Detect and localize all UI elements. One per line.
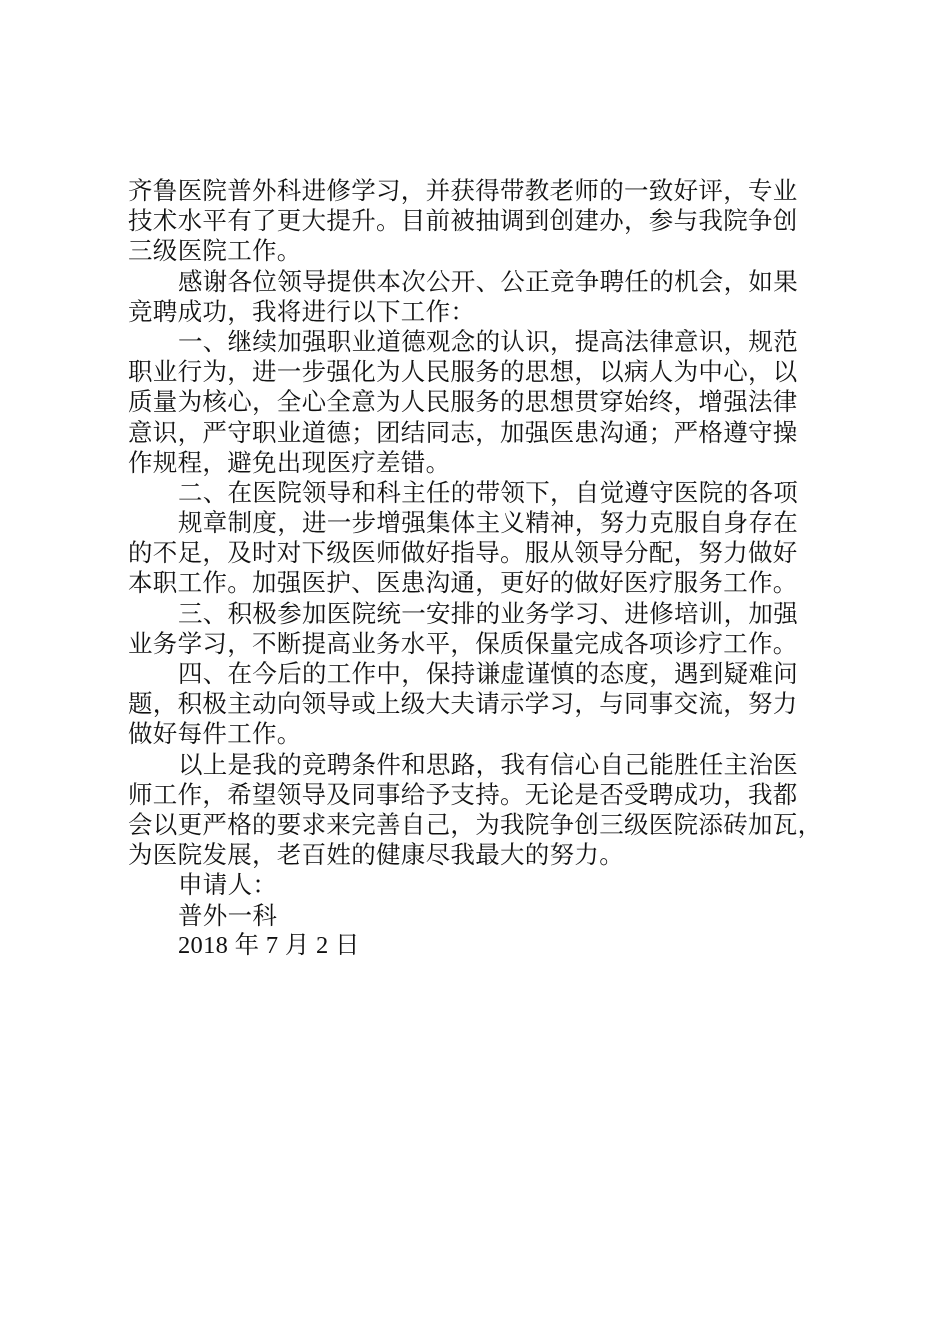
text-line: 三级医院工作。 <box>128 236 302 266</box>
text-line: 规章制度，进一步增强集体主义精神，努力克服自身存在 <box>178 508 798 538</box>
document-body <box>128 176 834 961</box>
text-line: 职业行为，进一步强化为人民服务的思想，以病人为中心，以 <box>128 357 798 387</box>
text-line: 业务学习，不断提高业务水平，保质保量完成各项诊疗工作。 <box>128 628 798 658</box>
signature-date: 2018 年 7 月 2 日 <box>178 931 360 959</box>
text-line: 竞聘成功，我将进行以下工作： <box>128 296 476 326</box>
text-line: 本职工作。加强医护、医患沟通，更好的做好医疗服务工作。 <box>128 568 798 598</box>
text-line: 做好每件工作。 <box>128 719 302 749</box>
text-line: 四、在今后的工作中，保持谦虚谨慎的态度，遇到疑难问 <box>178 659 798 688</box>
text-line: 为医院发展，老百姓的健康尽我最大的努力。 <box>128 840 624 870</box>
text-line: 意识，严守职业道德；团结同志，加强医患沟通；严格遵守操 <box>128 417 798 447</box>
text-line: 质量为核心，全心全意为人民服务的思想贯穿始终，增强法律 <box>128 387 798 417</box>
text-line: 一、继续加强职业道德观念的认识，提高法律意识，规范 <box>178 326 798 356</box>
text-line: 齐鲁医院普外科进修学习，并获得带教老师的一致好评，专业 <box>128 176 798 205</box>
text-line: 作规程，避免出现医疗差错。 <box>128 447 451 477</box>
applicant-label: 申请人： <box>178 870 278 900</box>
paragraph-lines <box>128 176 834 870</box>
text-line: 技术水平有了更大提升。目前被抽调到创建办，参与我院争创 <box>128 206 798 236</box>
text-line: 会以更严格的要求来完善自己，为我院争创三级医院添砖加瓦， <box>128 809 823 839</box>
text-line: 二、在医院领导和科主任的带领下，自觉遵守医院的各项 <box>178 477 798 507</box>
text-line: 题，积极主动向领导或上级大夫请示学习，与同事交流，努力 <box>128 689 798 719</box>
department-name: 普外一科 <box>178 900 278 930</box>
text-line: 感谢各位领导提供本次公开、公正竞争聘任的机会，如果 <box>178 266 798 296</box>
text-line: 以上是我的竞聘条件和思路，我有信心自己能胜任主治医 <box>178 749 798 779</box>
text-line: 的不足，及时对下级医师做好指导。服从领导分配，努力做好 <box>128 538 798 568</box>
text-line: 三、积极参加医院统一安排的业务学习、进修培训，加强 <box>178 598 798 628</box>
text-line: 师工作，希望领导及同事给予支持。无论是否受聘成功，我都 <box>128 779 798 809</box>
